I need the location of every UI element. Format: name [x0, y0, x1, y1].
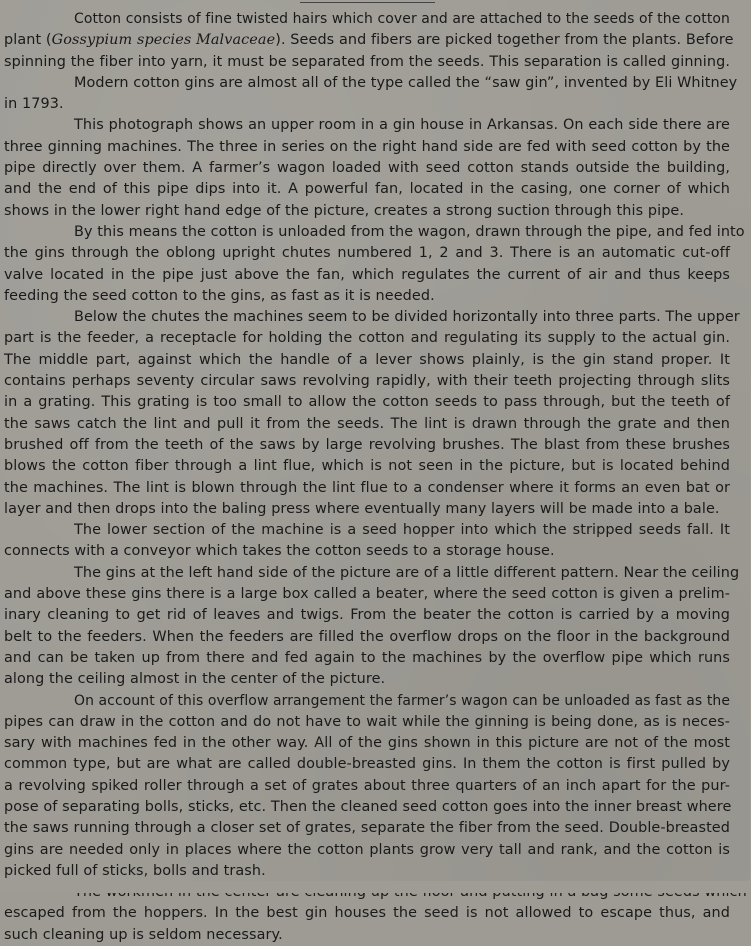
text-line: the gins through the oblong upright chutes numbered 1, 2 and 3. There is an automatic cut-off [4, 245, 730, 262]
text-line: the saws running through a closer set of grates, separate the fiber from the seed. Double-breasted [4, 820, 730, 837]
text-line: Cotton consists of fine twisted hairs which cover and are attached to the seeds of the cotton [74, 11, 730, 27]
text-line: pipes can draw in the cotton and do not have to wait while the ginning is being done, as is neces- [4, 713, 730, 730]
text-segment: plant ( [4, 32, 52, 49]
text-line: along the ceiling almost in the center of the picture. [4, 671, 386, 688]
text-line: This photograph shows an upper room in a gin house in Arkansas. On each side there are [74, 117, 730, 134]
text-line: and above these gins there is a large box called a beater, where the seed cotton is given a prelim- [4, 586, 730, 603]
text-line: feeding the seed cotton to the gins, as fast as it is needed. [4, 287, 435, 304]
text-line: spinning the fiber into yarn, it must be separated from the seeds. This separation is called ginning. [4, 53, 730, 70]
text-line: blows the cotton fiber through a lint flue, which is not seen in the picture, but is located behind [4, 458, 730, 475]
text-line: such cleaning up is seldom necessary. [4, 926, 283, 943]
text-line: in a grating. This grating is too small to allow the cotton seeds to pass through, but the teeth of [4, 394, 730, 411]
text-line: pose of separating bolls, sticks, etc. Then the cleaned seed cotton goes into the inner breast where [4, 798, 732, 815]
text-line: The lower section of the machine is a seed hopper into which the stripped seeds fall. It [74, 522, 730, 539]
text-segment: ). Seeds and fibers are picked together from the plants. Before [275, 32, 734, 49]
text-line: Modern cotton gins are almost all of the type called the “saw gin”, invented by Eli Whitney [74, 74, 738, 91]
text-line: common type, but are what are called double-breasted gins. In them the cotton is first pulled by [4, 756, 730, 773]
italic-species-name: Gossypium species Malvaceae [51, 32, 276, 49]
text-line: inary cleaning to get rid of leaves and twigs. From the beater the cotton is carried by a moving [4, 607, 730, 624]
text-line: and the end of this pipe dips into it. A powerful fan, located in the casing, one corner of which [4, 181, 730, 198]
text-line: shows in the lower right hand edge of the picture, creates a strong suction through this pipe. [4, 202, 685, 219]
text-line: brushed off from the teeth of the saws by large revolving brushes. The blast from these brushes [4, 436, 730, 453]
text-line: part is the feeder, a receptacle for holding the cotton and regulating its supply to the actual gin. [4, 330, 730, 347]
text-line [0, 30, 750, 51]
text-line: valve located in the pipe just above the fan, which regulates the current of air and thus keeps [4, 266, 730, 283]
text-line: three ginning machines. The three in series on the right hand side are fed with seed cotton by the [4, 138, 730, 155]
text-line: picked full of sticks, bolls and trash. [4, 862, 266, 879]
text-line: By this means the cotton is unloaded from the wagon, drawn through the pipe, and fed into [74, 223, 745, 240]
text-line: and can be taken up from there and fed again to the machines by the overflow pipe which runs [4, 649, 730, 666]
text-line: escaped from the hoppers. In the best gin houses the seed is not allowed to escape thus, and [4, 905, 730, 922]
text-line: belt to the feeders. When the feeders are filled the overflow drops on the floor in the background [4, 628, 730, 645]
text-line: sary with machines fed in the other way. All of the gins shown in this picture are not of the most [4, 735, 730, 752]
text-line: gins are needed only in places where the cotton plants grow very tall and rank, and the cotton is [4, 841, 730, 858]
text-line: The gins at the left hand side of the picture are of a little different pattern. Near the ceiling [74, 564, 740, 581]
page-bottom-edge [0, 881, 750, 893]
top-rule [300, 2, 435, 3]
text-line: in 1793. [4, 96, 64, 113]
text-line: a revolving spiked roller through a set of grates about three quarters of an inch apart for the pur- [4, 777, 730, 794]
text-line: the saws catch the lint and pull it from the seeds. The lint is drawn through the grate and then [4, 415, 730, 432]
text-line: The middle part, against which the handle of a lever shows plainly, is the gin stand proper. It [4, 351, 730, 368]
text-line: layer and then drops into the baling press where eventually many layers will be made into a bale. [4, 500, 720, 517]
document-text [0, 9, 750, 943]
text-line: connects with a conveyor which takes the cotton seeds to a storage house. [4, 543, 555, 560]
text-line: pipe directly over them. A farmer’s wagon loaded with seed cotton stands outside the building, [4, 160, 730, 177]
text-line: the machines. The lint is blown through the lint flue to a condenser where it forms an even bat or [4, 479, 730, 496]
text-line: contains perhaps seventy circular saws revolving rapidly, with their teeth projecting through slits [4, 373, 730, 390]
text-line: Below the chutes the machines seem to be divided horizontally into three parts. The upper [74, 309, 740, 326]
text-line: On account of this overflow arrangement the farmer’s wagon can be unloaded as fast as the [74, 692, 730, 709]
